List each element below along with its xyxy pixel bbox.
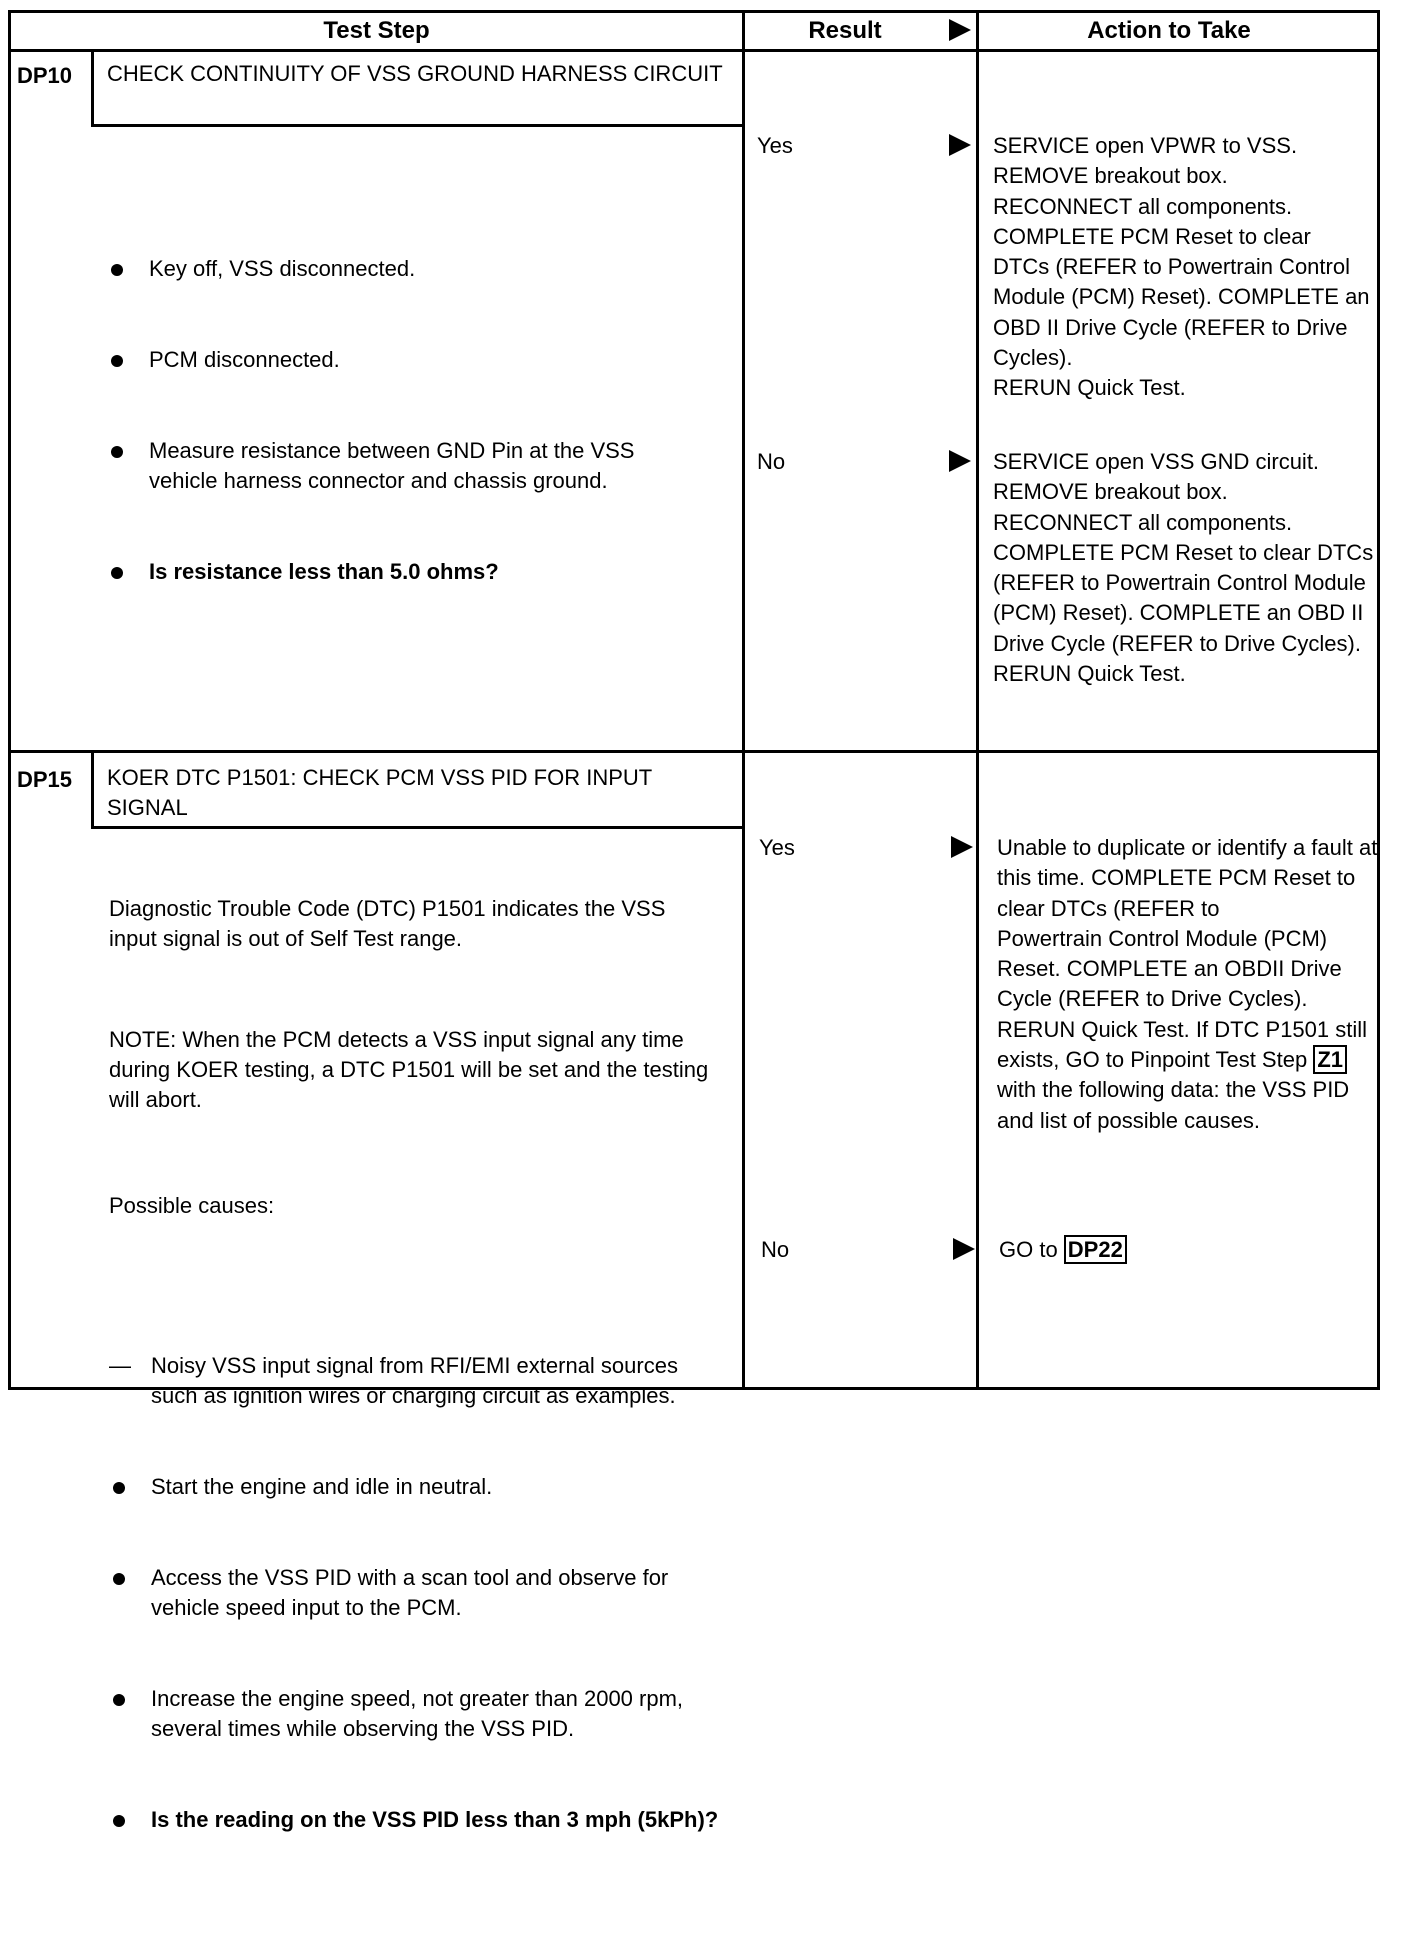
step-reference-z1[interactable]: Z1 bbox=[1313, 1045, 1347, 1074]
action-no: SERVICE open VSS GND circuit. REMOVE breakout box. RECONNECT all components. COMPLETE PCM Reset to clear DTCs (REFER to Powertrain Control Module (PCM) Reset). COMPLETE an OBD II Drive Cycle (REFER to Drive Cycles). RERUN Quick Test. bbox=[993, 449, 1374, 687]
arrow-icon bbox=[949, 450, 971, 472]
action-yes-text-a: Unable to duplicate or identify a fault at this time. COMPLETE PCM Reset to clear DTCs (REFER to Powertrain Control Module (PCM) Reset. COMPLETE an OBDII Drive Cycle (REFER to Drive Cycles). RERUN Quick Test. If DTC P1501 still exists, GO to Pinpoint Test Step bbox=[997, 835, 1378, 1073]
arrow-icon bbox=[949, 134, 971, 156]
step-instructions bbox=[107, 133, 707, 709]
column-divider bbox=[976, 13, 979, 1387]
step-id-divider bbox=[91, 49, 94, 127]
causes-label: Possible causes: bbox=[109, 1193, 275, 1219]
header-action: Action to Take bbox=[1087, 17, 1251, 44]
arrow-icon bbox=[953, 1238, 975, 1260]
step-instructions bbox=[109, 833, 719, 1957]
action-no-prefix: GO to bbox=[999, 1237, 1064, 1262]
list-item: Is resistance less than 5.0 ohms? bbox=[107, 557, 707, 587]
list-item: — Noisy VSS input signal from RFI/EMI external sources such as ignition wires or charging circuit as examples. bbox=[109, 1351, 719, 1412]
action-no bbox=[999, 1235, 1369, 1265]
step-title: CHECK CONTINUITY OF VSS GROUND HARNESS CIRCUIT bbox=[107, 61, 723, 86]
diagnostic-table bbox=[8, 10, 1380, 1833]
list-item: PCM disconnected. bbox=[107, 345, 707, 375]
result-no: No bbox=[761, 1237, 790, 1262]
step-id-divider bbox=[91, 753, 94, 829]
result-no: No bbox=[757, 449, 786, 474]
action-yes-text-b: with the following data: the VSS PID and list of possible causes. bbox=[997, 1047, 1356, 1133]
step-title-divider bbox=[91, 826, 742, 829]
header-result: Result bbox=[808, 17, 882, 44]
step-title: KOER DTC P1501: CHECK PCM VSS PID FOR INPUT SIGNAL bbox=[107, 765, 658, 821]
result-yes: Yes bbox=[759, 835, 795, 860]
list-item: Measure resistance between GND Pin at the VSS vehicle harness connector and chassis ground. bbox=[107, 436, 707, 497]
action-yes bbox=[997, 833, 1379, 1136]
header-test-step: Test Step bbox=[323, 17, 430, 44]
list-item: Key off, VSS disconnected. bbox=[107, 254, 707, 284]
header-arrow-icon bbox=[949, 19, 971, 41]
step-title-divider bbox=[91, 124, 742, 127]
step-reference-dp22[interactable]: DP22 bbox=[1064, 1235, 1127, 1264]
step-note: NOTE: When the PCM detects a VSS input signal any time during KOER testing, a DTC P1501 will be set and the testing will abort. bbox=[109, 1026, 715, 1113]
result-yes: Yes bbox=[757, 133, 793, 158]
step-id: DP10 bbox=[17, 63, 73, 88]
list-item: Increase the engine speed, not greater than 2000 rpm, several times while observing the VSS PID. bbox=[109, 1684, 719, 1745]
column-divider bbox=[742, 13, 745, 1387]
action-yes: SERVICE open VPWR to VSS. REMOVE breakout box. RECONNECT all components. COMPLETE PCM Reset to clear DTCs (REFER to Powertrain Control Module (PCM) Reset). COMPLETE an OBD II Drive Cycle (REFER to Drive Cycles). RERUN Quick Test. bbox=[993, 133, 1370, 401]
header-divider bbox=[11, 49, 1377, 52]
list-item: Start the engine and idle in neutral. bbox=[109, 1472, 719, 1502]
list-item: Is the reading on the VSS PID less than 3 mph (5kPh)? bbox=[109, 1805, 719, 1835]
step-id: DP15 bbox=[17, 767, 73, 792]
list-item: Access the VSS PID with a scan tool and observe for vehicle speed input to the PCM. bbox=[109, 1563, 719, 1624]
arrow-icon bbox=[951, 836, 973, 858]
row-divider bbox=[11, 750, 1377, 753]
step-intro: Diagnostic Trouble Code (DTC) P1501 indicates the VSS input signal is out of Self Test range. bbox=[109, 895, 672, 951]
